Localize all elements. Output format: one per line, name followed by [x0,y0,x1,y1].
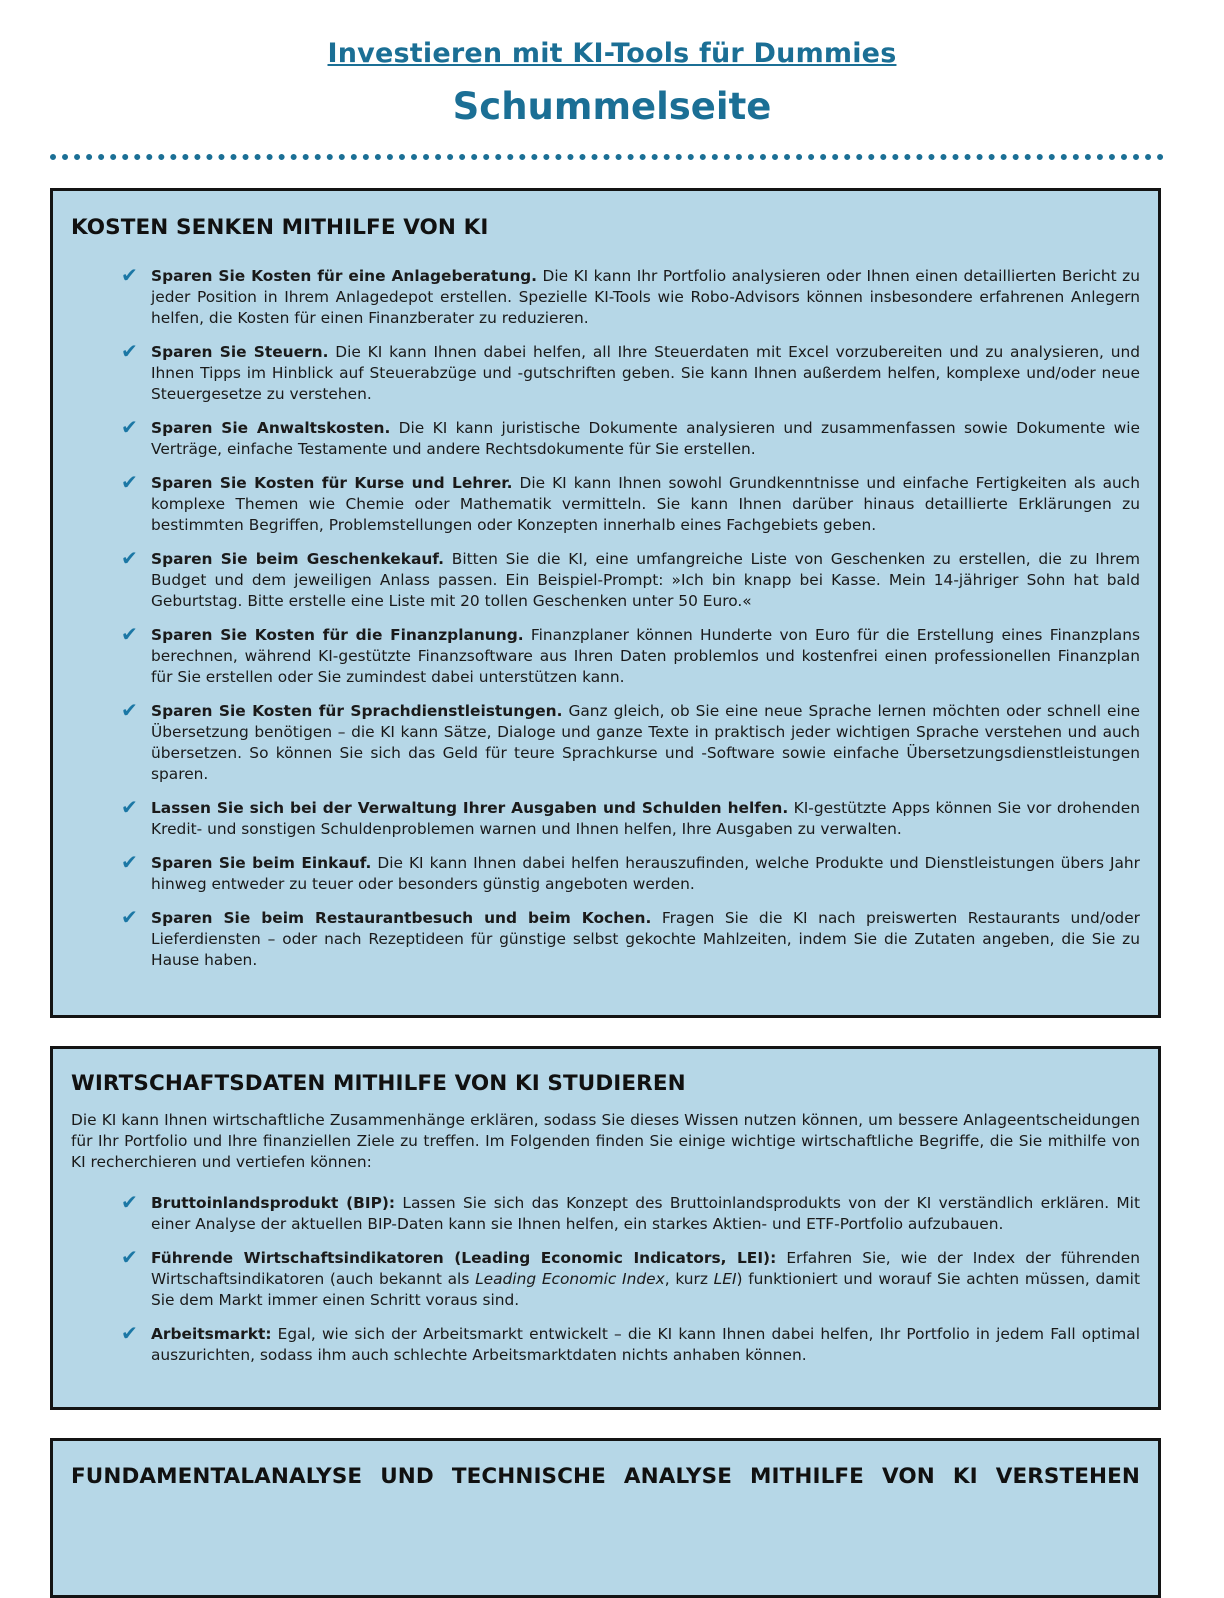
list-item [71,1321,1140,1366]
check-icon: ✔ [121,795,138,819]
dotted-divider [50,154,1164,160]
section-title: WIRTSCHAFTSDATEN MITHILFE VON KI STUDIEREN [71,1071,686,1096]
item-heading: Sparen Sie Kosten für Kurse und Lehrer. [151,474,513,492]
list-item [71,905,1140,971]
check-icon: ✔ [121,415,138,439]
item-text: Die KI kann Ihnen dabei helfen herauszufinden, welche Produkte und Dienstleistungen übers Jahr hinweg entweder zu teuer oder besonders günstig angeboten werden. [151,854,1141,893]
item-heading: Sparen Sie Steuern. [151,343,329,361]
bullet-list [71,1190,1140,1366]
item-text: Egal, wie sich der Arbeitsmarkt entwickelt – die KI kann Ihnen dabei helfen, Ihr Portfolio in jedem Fall optimal auszurichten, sodass ihm auch schlechte Arbeitsmarktdaten nichts anhaben können. [151,1325,1140,1364]
item-text: Lassen Sie sich das Konzept des Bruttoinlandsprodukts von der KI verständlich erklären. Mit einer Analyse der aktuellen BIP-Daten kann sie Ihnen helfen, ein starkes Aktien- und ETF-Portfolio aufzubauen. [151,1194,1140,1233]
item-heading: Sparen Sie Kosten für die Finanzplanung. [151,626,524,644]
page-header [0,38,1224,128]
item-text: Erfahren Sie, wie der Index der führenden Wirtschaftsindikatoren (auch bekannt als [151,1249,1140,1288]
item-heading: Arbeitsmarkt: [151,1325,272,1343]
item-text: , kurz [664,1270,714,1288]
page-title: Schummelseite [452,85,772,128]
check-icon: ✔ [121,339,138,363]
list-item [71,850,1141,895]
check-icon: ✔ [121,1321,138,1345]
item-text: ) funktioniert und worauf Sie achten müssen, damit Sie dem Markt immer einen Schritt voraus sind. [151,1270,1140,1309]
item-text: Finanzplaner können Hunderte von Euro für die Erstellung eines Finanzplans berechnen, während KI-gestützte Finanzsoftware aus Ihren Daten problemlos und kostenfrei einen professionellen Finanzplan für Sie erstellen oder Sie zumindest dabei unterstützen kann. [151,626,1140,686]
item-heading: Sparen Sie beim Restaurantbesuch und beim Kochen. [151,909,652,927]
item-heading: Sparen Sie Kosten für Sprachdienstleistungen. [151,702,563,720]
list-item [71,263,1141,329]
item-text: Fragen Sie die KI nach preiswerten Restaurants und/oder Lieferdiensten – oder nach Rezeptideen für günstige selbst gekochte Mahlzeiten, indem Sie die Zutaten angeben, die Sie zu Hause haben. [151,909,1140,969]
item-heading: Sparen Sie Kosten für eine Anlageberatung. [151,267,538,285]
book-title: Investieren mit KI-Tools für Dummies [327,38,897,69]
section-intro: Die KI kann Ihnen wirtschaftliche Zusammenhänge erklären, sodass Sie dieses Wissen nutzen können, um bessere Anlageentscheidungen für Ihr Portfolio und Ihre finanziellen Ziele zu treffen. Im Folgenden finden Sie einige wichtige wirtschaftliche Begriffe, die Sie mithilfe von KI recherchieren und vertiefen können: [71,1111,1140,1171]
item-text: Die KI kann Ihnen dabei helfen, all Ihre Steuerdaten mit Excel vorzubereiten und zu analysieren, und Ihnen Tipps im Hinblick auf Steuerabzüge und -gutschriften geben. Sie kann Ihnen außerdem helfen, komplexe und/oder neue Steuergesetze zu verstehen. [151,343,1140,403]
item-text: Die KI kann Ihnen sowohl Grundkenntnisse und einfache Fertigkeiten als auch komplexe Themen wie Chemie oder Mathematik vermitteln. Sie kann Ihnen darüber hinaus detaillierte Erklärungen zu bestimmten Begriffen, Problemstellungen oder Konzepten innerhalb eines Fachgebiets geben. [151,474,1140,534]
section-economic-data [50,1046,1161,1410]
item-heading: Lassen Sie sich bei der Verwaltung Ihrer Ausgaben und Schulden helfen. [151,799,789,817]
list-item [71,470,1140,536]
list-item [71,795,1141,840]
check-icon: ✔ [121,905,138,929]
check-icon: ✔ [121,1190,138,1214]
list-item [71,1190,1140,1235]
list-item [71,1245,1140,1311]
section-analysis [50,1438,1161,1598]
section-cost-saving [50,188,1161,1018]
item-heading: Sparen Sie beim Einkauf. [151,854,372,872]
item-text: Ganz gleich, ob Sie eine neue Sprache lernen möchten oder schnell eine Übersetzung benötigen – die KI kann Sätze, Dialoge und ganze Texte in praktisch jeder wichtigen Sprache verstehen und auch übersetzen. So können Sie sich das Geld für teure Sprachkurse und -Software sowie einfache Übersetzungsdienstleistungen sparen. [151,702,1140,783]
check-icon: ✔ [121,470,138,494]
check-icon: ✔ [121,622,138,646]
item-text: Bitten Sie die KI, eine umfangreiche Liste von Geschenken zu erstellen, die zu Ihrem Budget und dem jeweiligen Anlass passen. Ein Beispiel-Prompt: »Ich bin knapp bei Kasse. Mein 14-jähriger Sohn hat bald Geburtstag. Bitte erstelle eine Liste mit 20 tollen Geschenken unter 50 Euro.« [151,550,1140,610]
item-text: Die KI kann Ihr Portfolio analysieren oder Ihnen einen detaillierten Bericht zu jeder Position in Ihrem Anlagedepot erstellen. Spezielle KI-Tools wie Robo-Advisors können insbesondere erfahrenen Anlegern helfen, die Kosten für einen Finanzberater zu reduzieren. [151,267,1141,327]
item-italic: LEI [713,1270,737,1288]
list-item [71,698,1140,785]
list-item [71,339,1140,405]
list-item [71,415,1140,460]
bullet-list [71,263,1141,971]
item-heading: Führende Wirtschaftsindikatoren (Leading Economic Indicators, LEI): [151,1249,777,1267]
check-icon: ✔ [121,698,138,722]
item-heading: Sparen Sie Anwaltskosten. [151,419,391,437]
item-heading: Sparen Sie beim Geschenkekauf. [151,550,444,568]
section-title: KOSTEN SENKEN MITHILFE VON KI [71,215,489,240]
check-icon: ✔ [121,850,138,874]
item-heading: Bruttoinlandsprodukt (BIP): [151,1194,396,1212]
item-text: KI-gestützte Apps können Sie vor drohenden Kredit- und sonstigen Schuldenproblemen warnen und Ihnen helfen, Ihre Ausgaben zu verwalten. [151,799,1141,838]
check-icon: ✔ [121,546,138,570]
list-item [71,622,1140,688]
check-icon: ✔ [121,263,138,287]
section-title: FUNDAMENTALANALYSE UND TECHNISCHE ANALYSE MITHILFE VON KI VERSTEHEN [71,1464,1140,1489]
check-icon: ✔ [121,1245,138,1269]
item-text: Die KI kann juristische Dokumente analysieren und zusammenfassen sowie Dokumente wie Verträge, einfache Testamente und andere Rechtsdokumente für Sie erstellen. [151,419,1140,458]
list-item [71,546,1140,612]
item-italic: Leading Economic Index [475,1270,665,1288]
